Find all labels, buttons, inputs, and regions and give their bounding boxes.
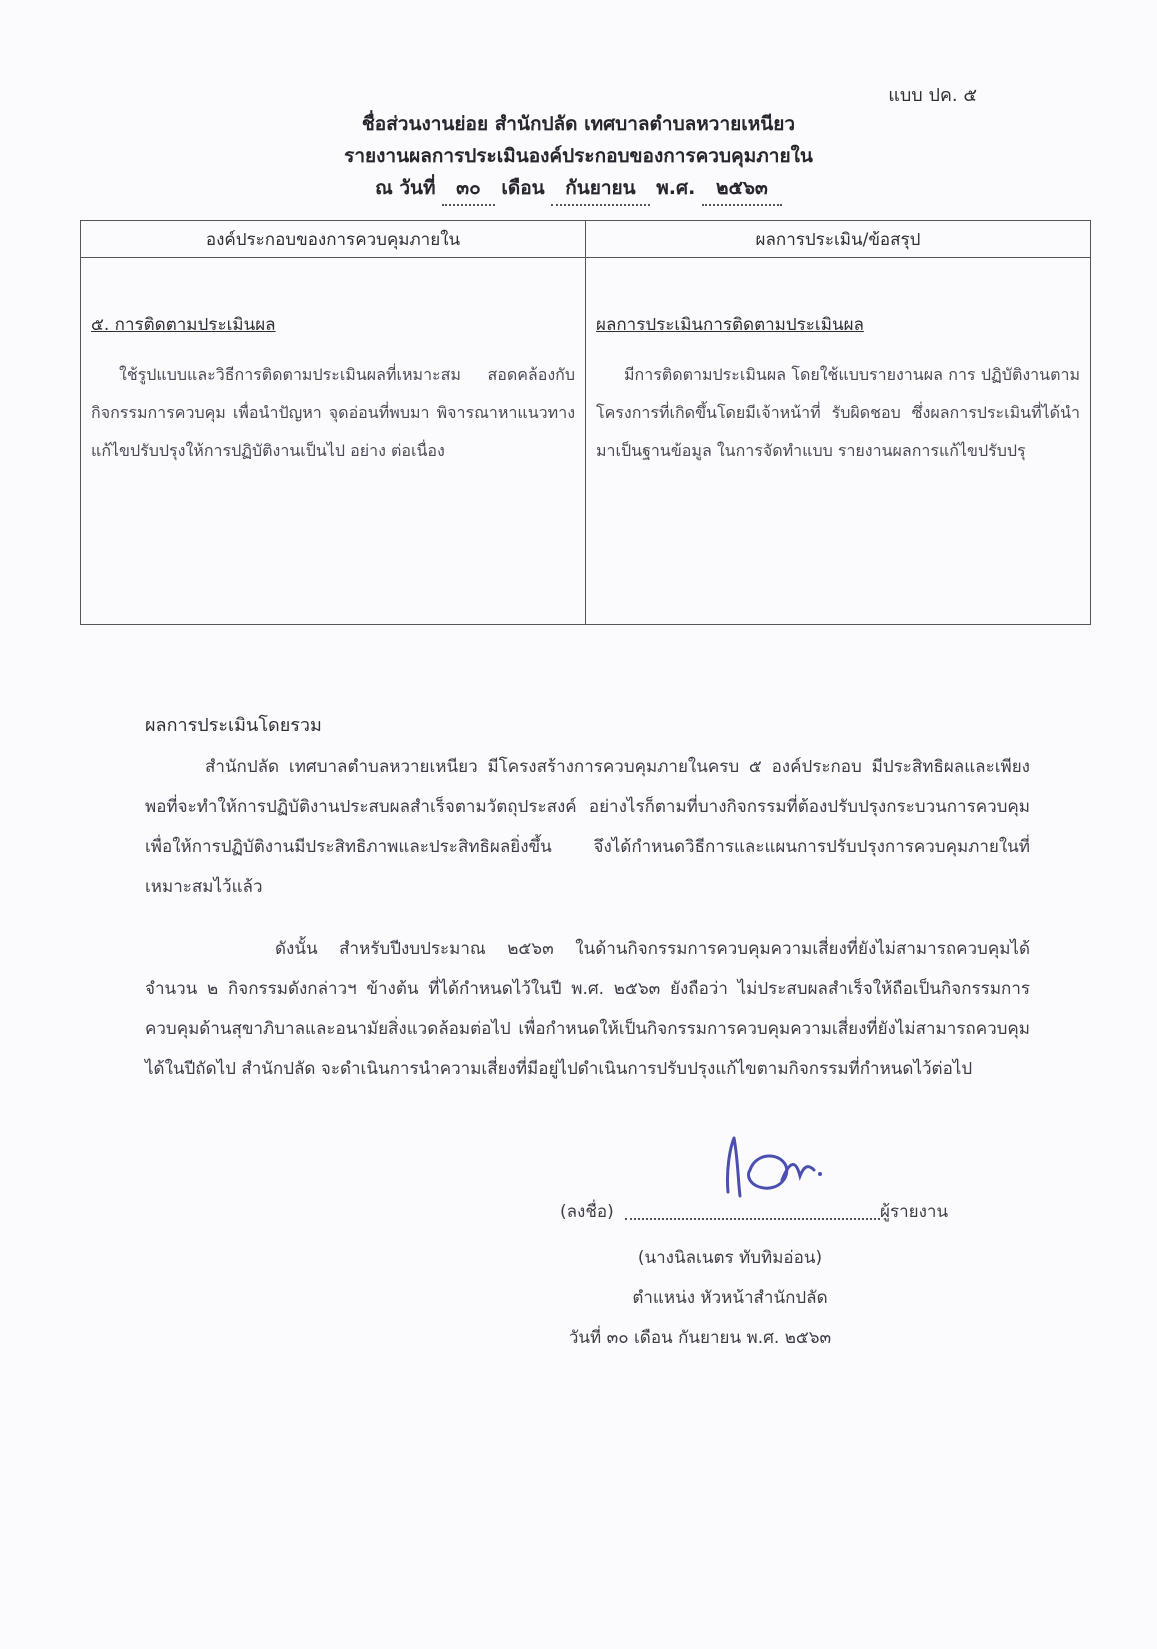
component-heading: ๕. การติดตามประเมินผล [91, 315, 276, 335]
header-report-title: รายงานผลการประเมินองค์ประกอบของการควบคุมภายใน [344, 145, 813, 167]
col-header-results: ผลการประเมิน/ข้อสรุป [586, 221, 1091, 258]
header-unit-line: ชื่อส่วนงานย่อย สำนักปลัด เทศบาลตำบลหวายเหนียว [361, 113, 796, 135]
result-heading: ผลการประเมินการติดตามประเมินผล [596, 315, 864, 335]
date-year: ๒๕๖๓ [702, 172, 782, 206]
header-date-line [0, 172, 1157, 206]
date-day: ๓๐ [442, 172, 495, 206]
component-cell [81, 258, 586, 625]
result-cell [586, 258, 1091, 625]
overall-paragraph-1: สำนักปลัด เทศบาลตำบลหวายเหนียว มีโครงสร้างการควบคุมภายในครบ ๕ องค์ประกอบ มีประสิทธิผลและเพียงพอที่จะทำให้การปฏิบัติงานประสบผลสำเร็จตามวัตถุประสงค์ อย่างไรก็ตามที่บางกิจกรรมที่ต้องปรับปรุงกระบวนการควบคุมเพื่อให้การปฏิบัติงานมีประสิทธิภาพและประสิทธิผลยิ่งขึ้น จึงได้กำหนดวิธีการและแผนการปรับปรุงการควบคุมภายในที่เหมาะสมไว้แล้ว [145, 757, 1030, 897]
assessment-table [80, 220, 1091, 625]
signature-line [625, 1218, 880, 1220]
handwritten-signature [720, 1130, 830, 1210]
date-year-label: พ.ศ. [656, 177, 696, 199]
overall-title: ผลการประเมินโดยรวม [145, 715, 322, 736]
sign-row [560, 1198, 980, 1238]
date-month-label: เดือน [501, 177, 545, 199]
signature-block [560, 1198, 980, 1358]
date-prefix: ณ วันที่ [375, 177, 436, 199]
sign-label: (ลงชื่อ) [560, 1202, 614, 1222]
component-text: ใช้รูปแบบและวิธีการติดตามประเมินผลที่เหมาะสม สอดคล้องกับกิจกรรมการควบคุม เพื่อนำปัญหา จุดอ่อนที่พบมา พิจารณาหาแนวทางแก้ไขปรับปรุงให้การปฏิบัติงานเป็นไป อย่าง ต่อเนื่อง [91, 365, 575, 460]
form-code: แบบ ปค. ๕ [888, 85, 977, 106]
reporter-role: ผู้รายงาน [880, 1202, 949, 1222]
signed-date: วันที่ ๓๐ เดือน กันยายน พ.ศ. ๒๕๖๓ [568, 1328, 832, 1348]
overall-assessment [145, 710, 1030, 1089]
overall-paragraph-2: ดังนั้น สำหรับปีงบประมาณ ๒๕๖๓ ในด้านกิจกรรมการควบคุมความเสี่ยงที่ยังไม่สามารถควบคุมได้ จำนวน ๒ กิจกรรมดังกล่าวฯ ข้างต้น ที่ได้กำหนดไว้ในปี พ.ศ. ๒๕๖๓ ยังถือว่า ไม่ประสบผลสำเร็จให้ถือเป็นกิจกรรมการควบคุมด้านสุขาภิบาลและอนามัยสิ่งแวดล้อมต่อไป เพื่อกำหนดให้เป็นกิจกรรมการควบคุมความเสี่ยงที่ยังไม่สามารถควบคุมได้ในปีถัดไป สำนักปลัด จะดำเนินการนำความเสี่ยงที่มีอยู่ไปดำเนินการปรับปรุงแก้ไขตามกิจกรรมที่กำหนดไว้ต่อไป [145, 939, 1030, 1079]
result-text: มีการติดตามประเมินผล โดยใช้แบบรายงานผล การ ปฏิบัติงานตามโครงการที่เกิดขึ้นโดยมีเจ้าหน้าที่ รับผิดชอบ ซึ่งผลการประเมินที่ได้นำมาเป็นฐานข้อมูล ในการจัดทำแบบ รายงานผลการแก้ไขปรับปรุ [596, 365, 1080, 460]
signer-position: ตำแหน่ง หัวหน้าสำนักปลัด [632, 1288, 828, 1308]
table-header-row [81, 221, 1091, 258]
date-month: กันยายน [551, 172, 649, 206]
table-row [81, 258, 1091, 625]
signer-name: (นางนิลเนตร ทับทิมอ่อน) [637, 1248, 823, 1268]
document-header [0, 108, 1157, 206]
col-header-components: องค์ประกอบของการควบคุมภายใน [81, 221, 586, 258]
